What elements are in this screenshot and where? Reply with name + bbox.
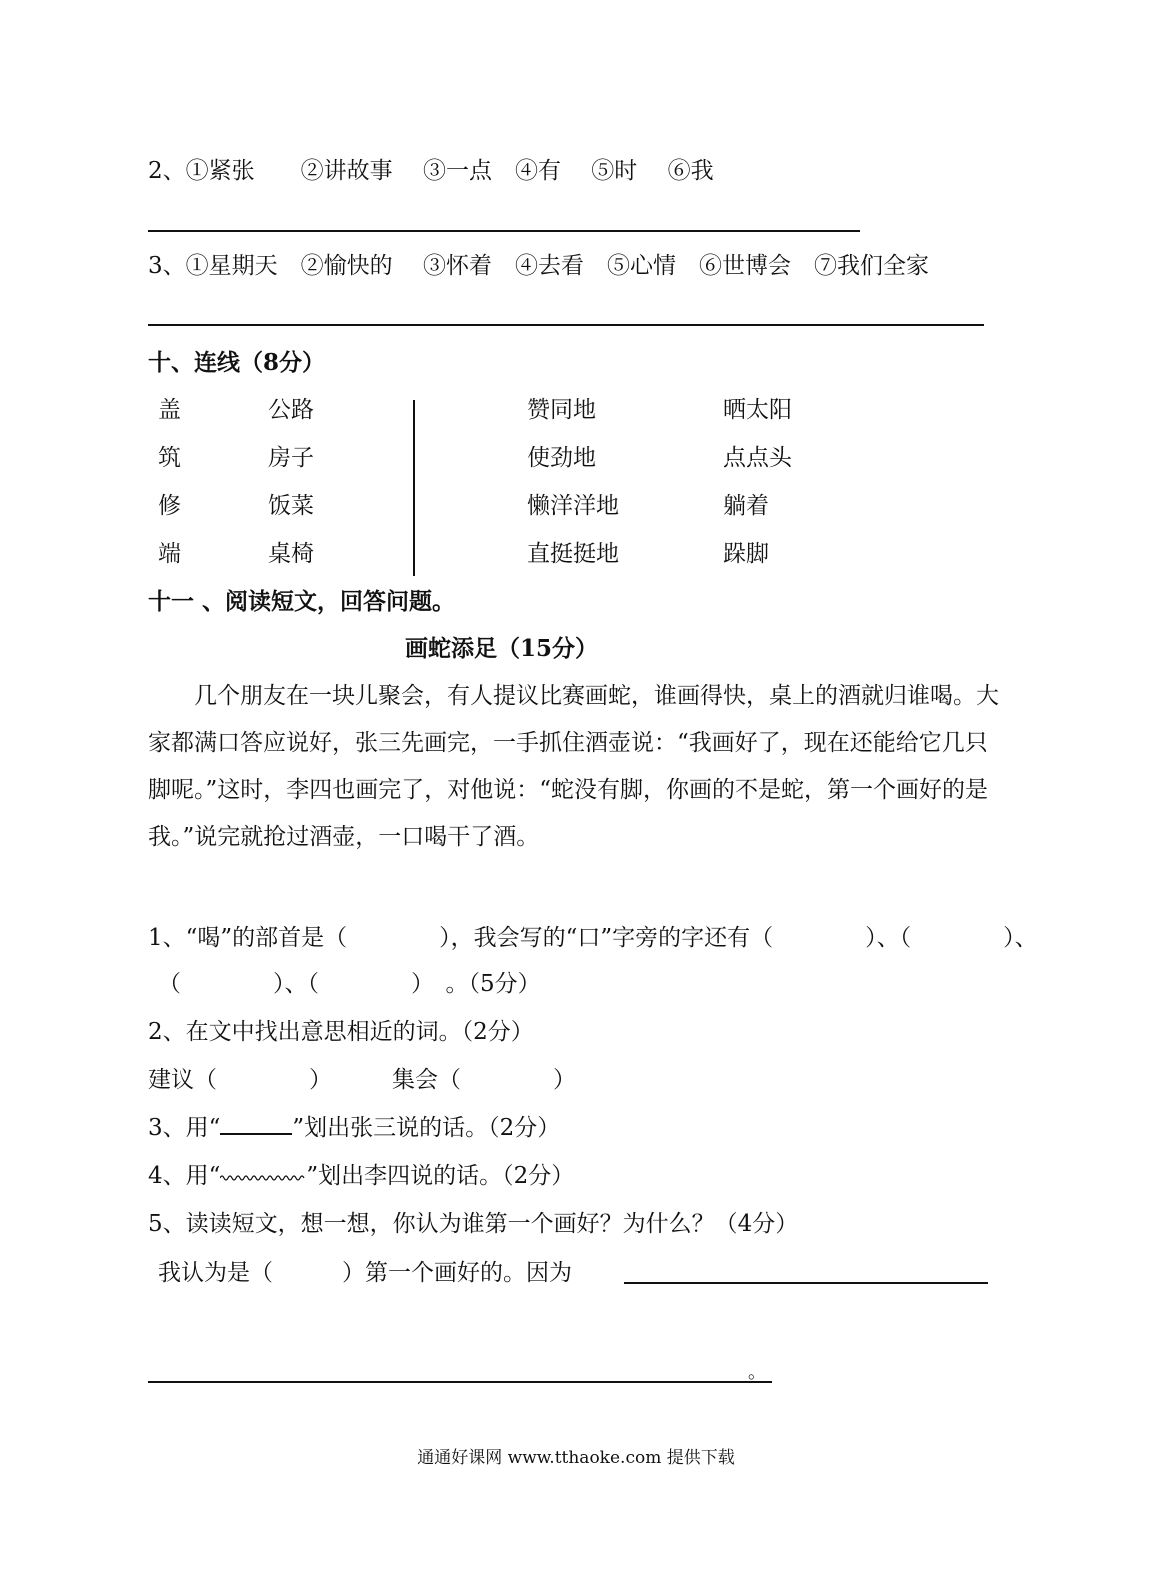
match-item[interactable]: 使劲地 — [527, 445, 596, 471]
question-4 — [148, 1161, 574, 1191]
answer-line-q5[interactable] — [624, 1282, 988, 1284]
footer-credit: 通通好课网 www.tthaoke.com 提供下载 — [417, 1448, 735, 1468]
answer-line-q5-continued[interactable] — [148, 1381, 772, 1383]
match-item[interactable]: 跺脚 — [723, 541, 769, 567]
match-item[interactable]: 盖 — [158, 397, 181, 423]
match-item[interactable]: 懒洋洋地 — [527, 493, 619, 519]
question-2: 2、在文中找出意思相近的词。（2分） — [148, 1019, 534, 1045]
question-3 — [148, 1113, 560, 1143]
sort-question-2: 2、①紧张 ②讲故事 ③一点 ④有 ⑤时 ⑥我 — [148, 158, 714, 184]
match-item[interactable]: 点点头 — [723, 445, 792, 471]
section-10-title: 十、连线（8分） — [148, 349, 326, 376]
match-item[interactable]: 公路 — [268, 397, 314, 423]
match-item[interactable]: 直挺挺地 — [527, 541, 619, 567]
question-1-line-1: 1、“喝”的部首是（ ），我会写的“口”字旁的字还有（ ）、（ ）、 — [148, 925, 1038, 951]
match-item[interactable]: 躺着 — [723, 493, 769, 519]
column-divider — [413, 400, 415, 576]
match-item[interactable]: 房子 — [268, 445, 314, 471]
match-item[interactable]: 赞同地 — [527, 397, 596, 423]
straight-underline-sample — [220, 1113, 292, 1135]
question-3-suffix: ”划出张三说的话。（2分） — [292, 1115, 561, 1141]
question-4-prefix: 4、用“ — [148, 1163, 221, 1189]
match-item[interactable]: 晒太阳 — [723, 397, 792, 423]
match-item[interactable]: 桌椅 — [268, 541, 314, 567]
answer-line-3[interactable] — [148, 324, 984, 326]
story-title: 画蛇添足（15分） — [405, 635, 599, 662]
answer-line-2[interactable] — [148, 230, 860, 232]
end-mark: 。 — [748, 1362, 766, 1383]
section-11-title: 十一 、阅读短文，回答问题。 — [148, 588, 456, 615]
question-1-line-2: （ ）、（ ） 。（5分） — [158, 971, 541, 997]
wavy-underline-sample — [220, 1173, 306, 1183]
match-item[interactable]: 筑 — [158, 445, 181, 471]
sort-question-3: 3、①星期天 ②愉快的 ③怀着 ④去看 ⑤心情 ⑥世博会 ⑦我们全家 — [148, 253, 929, 279]
question-5-answer: 我认为是（ ）第一个画好的。因为 — [158, 1260, 572, 1286]
match-item[interactable]: 端 — [158, 541, 181, 567]
question-3-prefix: 3、用“ — [148, 1115, 221, 1141]
question-2-answer-a[interactable]: 建议（ ） — [148, 1067, 332, 1093]
question-4-suffix: ”划出李四说的话。（2分） — [306, 1163, 575, 1189]
question-2-answer-b[interactable]: 集会（ ） — [392, 1067, 576, 1093]
question-5: 5、读读短文，想一想，你认为谁第一个画好？为什么？（4分） — [148, 1211, 799, 1237]
story-paragraph: 几个朋友在一块儿聚会，有人提议比赛画蛇，谁画得快，桌上的酒就归谁喝。大家都满口答应说好，张三先画完，一手抓住酒壶说：“我画好了，现在还能给它几只脚呢。”这时，李四也画完了，对他说：“蛇没有脚，你画的不是蛇，第一个画好的是我。”说完就抢过酒壶，一口喝干了酒。 — [148, 683, 999, 850]
match-item[interactable]: 饭菜 — [268, 493, 314, 519]
match-item[interactable]: 修 — [158, 493, 181, 519]
